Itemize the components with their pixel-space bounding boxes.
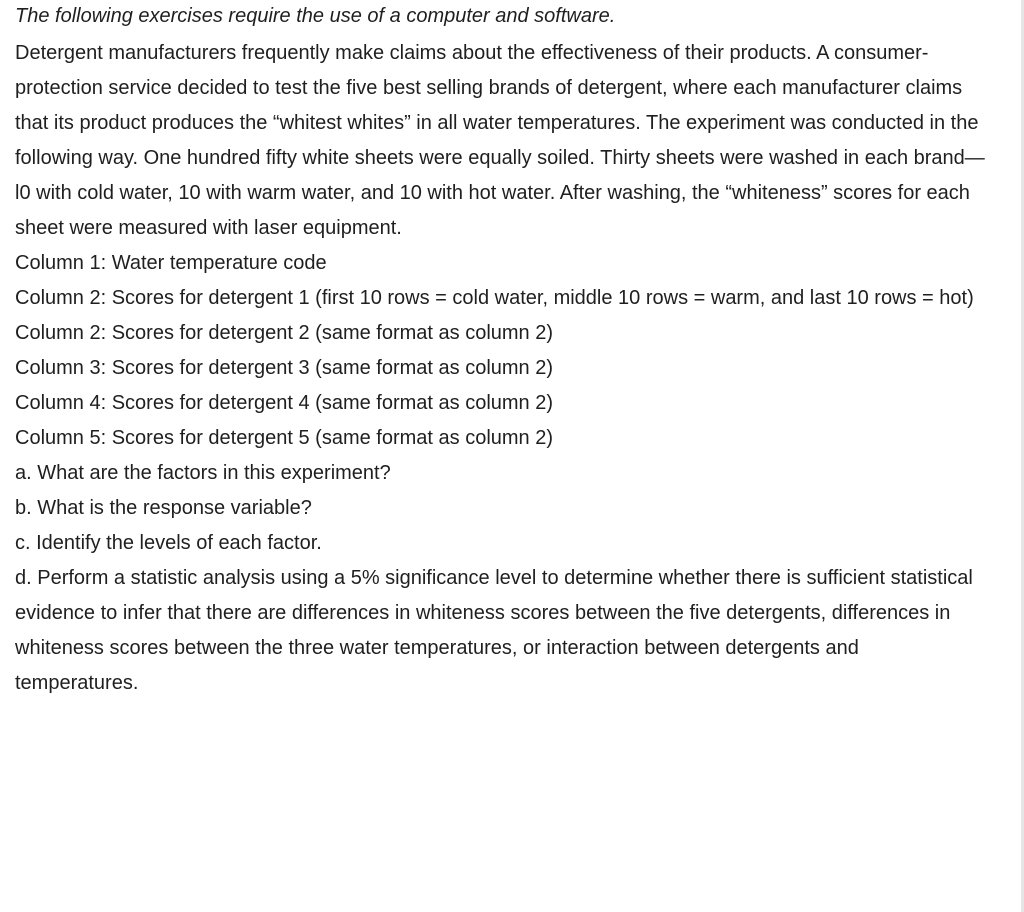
problem-statement: Detergent manufacturers frequently make claims about the effectiveness of their products. A consumer-protection service decided to test the five best selling brands of detergent, where each manufacturer claims that its product produces the “whitest whites” in all water temperatures. The experiment was conducted in the following way. One hundred fifty white sheets were equally soiled. Thirty sheets were washed in each brand—l0 with cold water, 10 with warm water, and 10 with hot water. After washing, the “whiteness” scores for each sheet were measured with laser equipment.	[15, 42, 985, 239]
question-b: b. What is the response variable?	[15, 497, 312, 519]
intro-instruction: The following exercises require the use of a computer and software.	[15, 5, 616, 27]
column-description-2: Column 2: Scores for detergent 1 (first 10 rows = cold water, middle 10 rows = warm, and last 10 rows = hot)	[15, 287, 974, 309]
column-description-3: Column 2: Scores for detergent 2 (same format as column 2)	[15, 322, 554, 344]
column-description-5: Column 4: Scores for detergent 4 (same format as column 2)	[15, 392, 554, 414]
column-description-4: Column 3: Scores for detergent 3 (same format as column 2)	[15, 357, 554, 379]
question-c: c. Identify the levels of each factor.	[15, 532, 322, 554]
exercise-content	[15, 0, 985, 701]
column-description-1: Column 1: Water temperature code	[15, 252, 327, 274]
question-a: a. What are the factors in this experiment?	[15, 462, 391, 484]
question-d: d. Perform a statistic analysis using a 5% significance level to determine whether there is sufficient statistical evidence to infer that there are differences in whiteness scores between the five detergents, differences in whiteness scores between the three water temperatures, or interaction between detergents and temperatures.	[15, 567, 973, 694]
column-description-6: Column 5: Scores for detergent 5 (same format as column 2)	[15, 427, 554, 449]
